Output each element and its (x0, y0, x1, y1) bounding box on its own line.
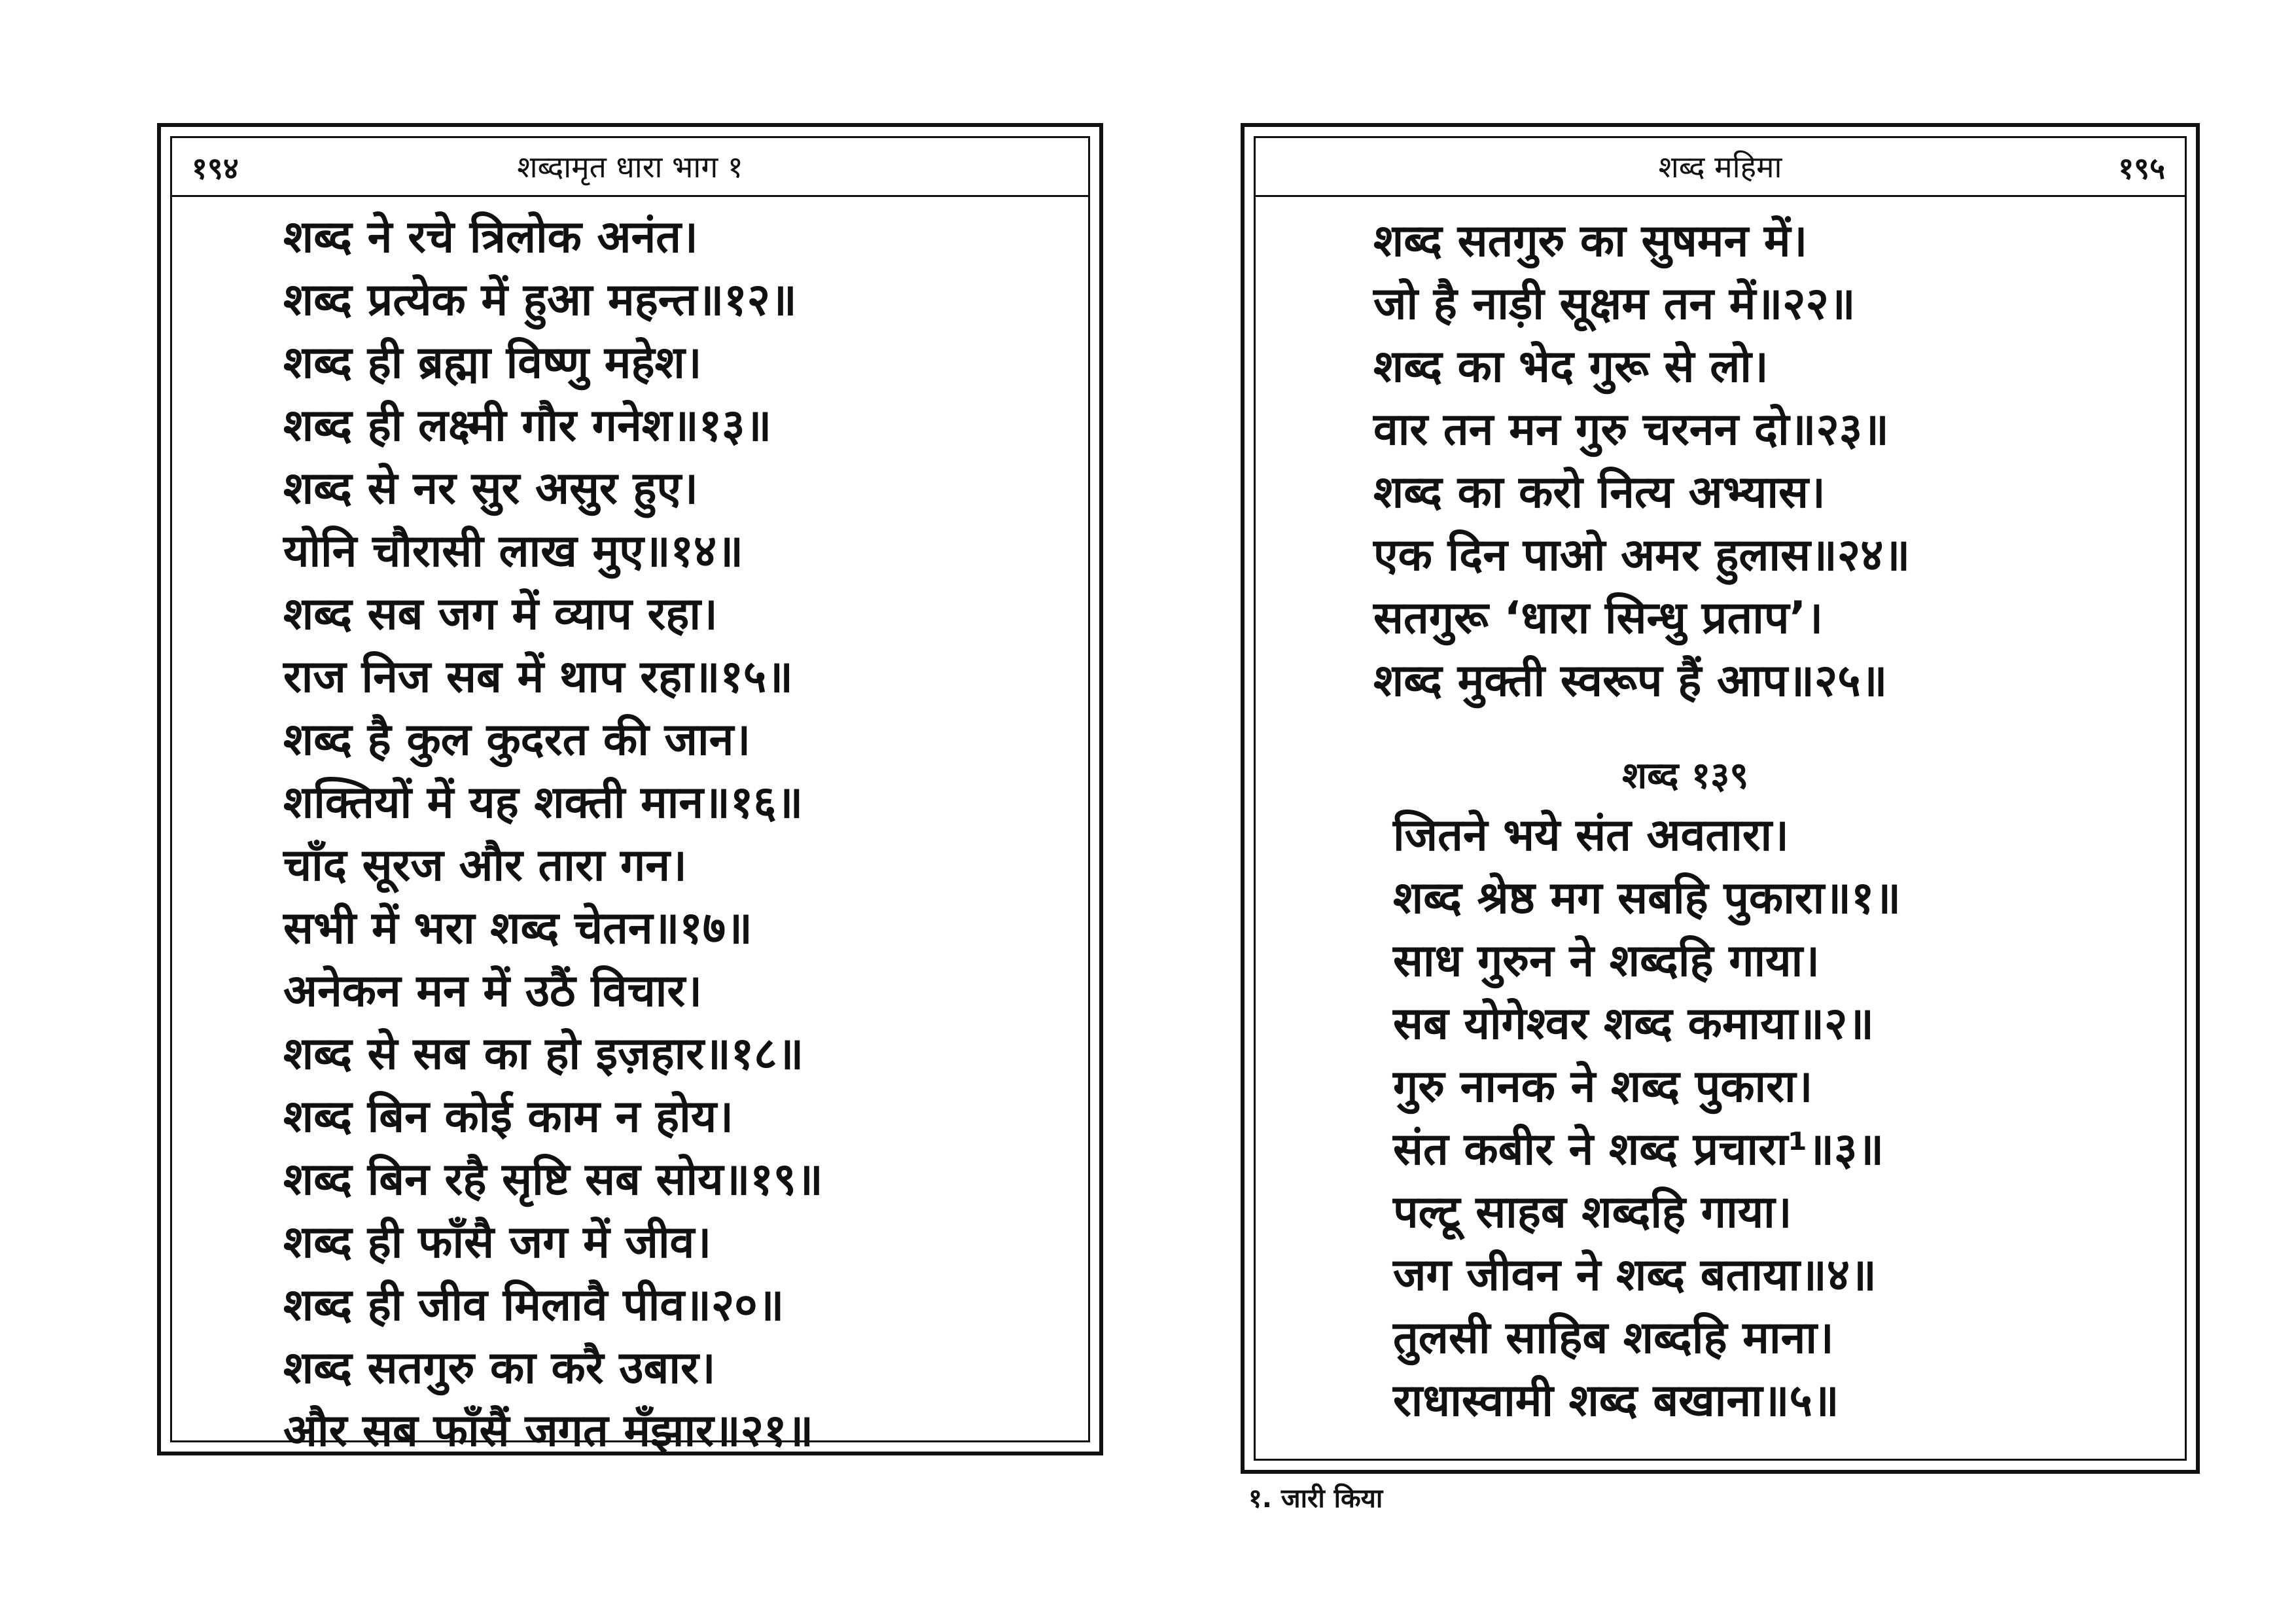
verse-line: शब्द सतगुरु का सुषमन में। (1373, 215, 1808, 267)
verse-line: शब्द ने रचे त्रिलोक अनंत। (283, 211, 698, 263)
footnote: १. जारी किया (1248, 1484, 1383, 1514)
verse-line: शब्द का करो नित्य अभ्यास। (1373, 467, 1826, 518)
verse-line: शब्द ही लक्ष्मी गौर गनेश॥१३॥ (283, 400, 772, 452)
left-page-header (172, 138, 1088, 197)
left-page-number: १९४ (192, 151, 239, 186)
right-verse-list-top (1373, 210, 1910, 713)
verse-line: राज निज सब में थाप रहा॥१५॥ (283, 651, 793, 703)
verse-line: जितने भये संत अवतारा। (1393, 810, 1789, 861)
verse-line: अनेकन मन में उठैं विचार। (283, 965, 702, 1017)
verse-line: शब्द मुक्ती स्वरूप हैं आप॥२५॥ (1373, 655, 1888, 707)
left-page-inner-border (170, 136, 1090, 1457)
right-running-title: शब्द महिमा (1658, 149, 1782, 185)
verse-line: गुरु नानक ने शब्द पुकारा। (1393, 1061, 1813, 1113)
verse-line: शब्द श्रेष्ठ मग सबहि पुकारा॥१॥ (1393, 872, 1901, 924)
verse-line: सभी में भरा शब्द चेतन॥१७॥ (283, 902, 752, 954)
verse-line: जग जीवन ने शब्द बताया॥४॥ (1393, 1249, 1877, 1301)
verse-line: शब्द ही फाँसै जग में जीव। (283, 1217, 712, 1268)
verse-line: सब योगेश्वर शब्द कमाया॥२॥ (1393, 998, 1875, 1050)
verse-line: चाँद सूरज और तारा गन। (283, 840, 687, 891)
right-verse-list-bottom (1393, 804, 1901, 1433)
verse-line: साध गुरुन ने शब्दहि गाया। (1393, 935, 1820, 987)
verse-line: शब्द बिन कोई काम न होय। (283, 1091, 733, 1143)
verse-line: संत कबीर ने शब्द प्रचारा¹॥३॥ (1393, 1124, 1884, 1175)
verse-line: शब्द सतगुरु का करै उबार। (283, 1342, 716, 1394)
right-page-inner-border (1254, 136, 2187, 1461)
verse-line: राधास्वामी शब्द बखाना॥५॥ (1393, 1375, 1839, 1427)
verse-line: शब्द से सब का हो इज़हार॥१८॥ (283, 1028, 804, 1080)
verse-line: शब्द का भेद गुरू से लो। (1373, 341, 1769, 393)
verse-line: शब्द से नर सुर असुर हुए। (283, 463, 698, 514)
verse-line: और सब फाँसैं जगत मँझार॥२१॥ (283, 1405, 814, 1457)
section-title: शब्द १३९ (1622, 755, 1749, 797)
verse-line: सतगुरू ‘धारा सिन्धु प्रताप’। (1373, 592, 1824, 644)
verse-line: शब्द है कुल कुदरत की जान। (283, 714, 751, 766)
left-running-title: शब्दामृत धारा भाग १ (517, 149, 743, 185)
verse-line: शब्द सब जग में व्याप रहा। (283, 588, 718, 640)
verse-line: जो है नाड़ी सूक्षम तन में॥२२॥ (1373, 278, 1856, 330)
right-page-frame (1241, 123, 2200, 1474)
verse-line: शक्तियों में यह शक्ती मान॥१६॥ (283, 777, 804, 829)
verse-line: पल्टू साहब शब्दहि गाया। (1393, 1186, 1792, 1238)
right-page-number: १९५ (2118, 151, 2165, 186)
verse-line: शब्द ही ब्रह्मा विष्णु महेश। (283, 337, 702, 389)
verse-line: वार तन मन गुरु चरनन दो॥२३॥ (1373, 404, 1889, 455)
verse-line: योनि चौरासी लाख मुए॥१४॥ (283, 526, 744, 577)
verse-line: शब्द प्रत्येक में हुआ महन्त॥१२॥ (283, 274, 797, 326)
left-verse-list (283, 206, 823, 1463)
verse-line: शब्द ही जीव मिलावै पीव॥२०॥ (283, 1279, 785, 1331)
right-page-header (1256, 138, 2185, 197)
verse-line: तुलसी साहिब शब्दहि माना। (1393, 1312, 1834, 1364)
verse-line: एक दिन पाओ अमर हुलास॥२४॥ (1373, 529, 1911, 581)
verse-line: शब्द बिन रहै सृष्टि सब सोय॥१९॥ (283, 1154, 823, 1205)
left-page-frame (157, 123, 1103, 1455)
